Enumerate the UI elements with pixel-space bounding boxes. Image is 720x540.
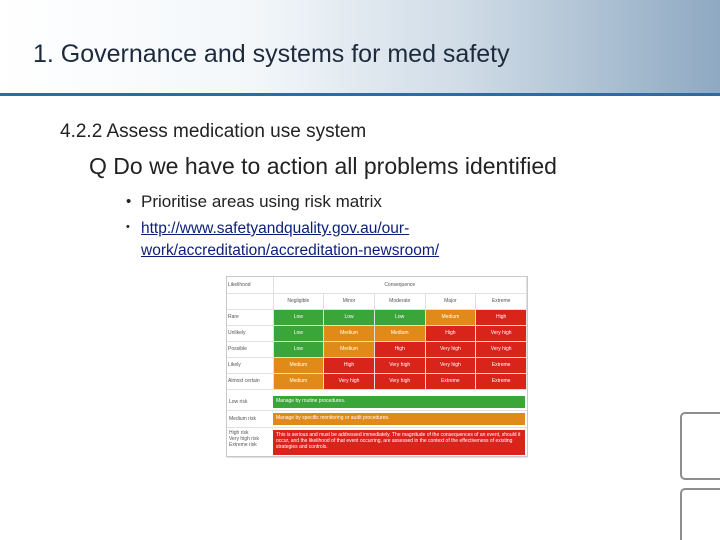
risk-cell: Low [273, 341, 324, 357]
risk-cell: Very high [374, 373, 425, 389]
bullet-list [126, 191, 546, 266]
risk-cell: Very high [324, 373, 375, 389]
bullet-item [126, 191, 546, 212]
risk-matrix-image [226, 276, 528, 457]
section-subtitle: 4.2.2 Assess medication use system [60, 121, 367, 142]
legend-row-medium [227, 411, 527, 428]
risk-cell: Extreme [476, 373, 527, 389]
bullet-item [126, 217, 546, 261]
slide-title: 1. Governance and systems for med safety [33, 40, 510, 68]
bullet-text: Prioritise areas using risk matrix [141, 192, 382, 211]
consequence-header: Consequence [273, 277, 527, 293]
risk-cell: Very high [425, 357, 476, 373]
newsroom-link[interactable]: http://www.safetyandquality.gov.au/our-work/accreditation/accreditation-newsroom/ [141, 220, 440, 259]
consequence-level: Major [425, 293, 476, 309]
risk-cell: Low [374, 309, 425, 325]
risk-legend [227, 394, 527, 458]
side-thumbnail-1[interactable] [680, 412, 720, 480]
risk-cell: High [425, 325, 476, 341]
likelihood-label: Rare [227, 309, 273, 325]
legend-label: Low risk [229, 399, 248, 405]
risk-cell: Medium [273, 373, 324, 389]
matrix-body [227, 309, 527, 389]
legend-label: High risk Very high risk Extreme risk [229, 430, 260, 448]
risk-cell: Very high [476, 325, 527, 341]
risk-cell: Low [273, 309, 324, 325]
legend-row-low [227, 394, 527, 411]
slide-header [0, 0, 720, 96]
matrix-row [227, 357, 527, 373]
matrix-row [227, 341, 527, 357]
risk-cell: Medium [273, 357, 324, 373]
side-thumbnail-2[interactable] [680, 488, 720, 540]
risk-cell: High [476, 309, 527, 325]
likelihood-label: Likely [227, 357, 273, 373]
matrix-row [227, 309, 527, 325]
risk-cell: Extreme [476, 357, 527, 373]
risk-cell: Medium [324, 341, 375, 357]
consequence-level: Moderate [374, 293, 425, 309]
legend-bar: This is serious and must be addressed immediately. The magnitude of the consequences of an event, should it occur, and the likelihood of that event occurring, are assessed in the context of the effectiveness of existing strategies and controls. [273, 430, 525, 455]
risk-cell: Medium [425, 309, 476, 325]
consequence-level: Negligible [273, 293, 324, 309]
risk-cell: Very high [425, 341, 476, 357]
legend-label: Medium risk [229, 416, 256, 422]
risk-matrix-table [227, 277, 527, 390]
consequence-level: Extreme [476, 293, 527, 309]
risk-cell: Very high [476, 341, 527, 357]
risk-cell: Low [324, 309, 375, 325]
likelihood-header: Likelihood [227, 277, 273, 293]
legend-bar: Manage by routine procedures. [273, 396, 525, 408]
likelihood-label: Almost certain [227, 373, 273, 389]
risk-cell: Very high [374, 357, 425, 373]
matrix-row [227, 373, 527, 389]
risk-cell: High [374, 341, 425, 357]
legend-row-high [227, 428, 527, 458]
header-spacer [227, 293, 273, 309]
risk-cell: Medium [324, 325, 375, 341]
risk-cell: Low [273, 325, 324, 341]
likelihood-label: Unlikely [227, 325, 273, 341]
legend-bar: Manage by specific monitoring or audit procedures. [273, 413, 525, 425]
consequence-level: Minor [324, 293, 375, 309]
question-text: Q Do we have to action all problems identified [89, 153, 557, 179]
risk-cell: Medium [374, 325, 425, 341]
matrix-row [227, 325, 527, 341]
likelihood-label: Possible [227, 341, 273, 357]
risk-cell: Extreme [425, 373, 476, 389]
risk-cell: High [324, 357, 375, 373]
